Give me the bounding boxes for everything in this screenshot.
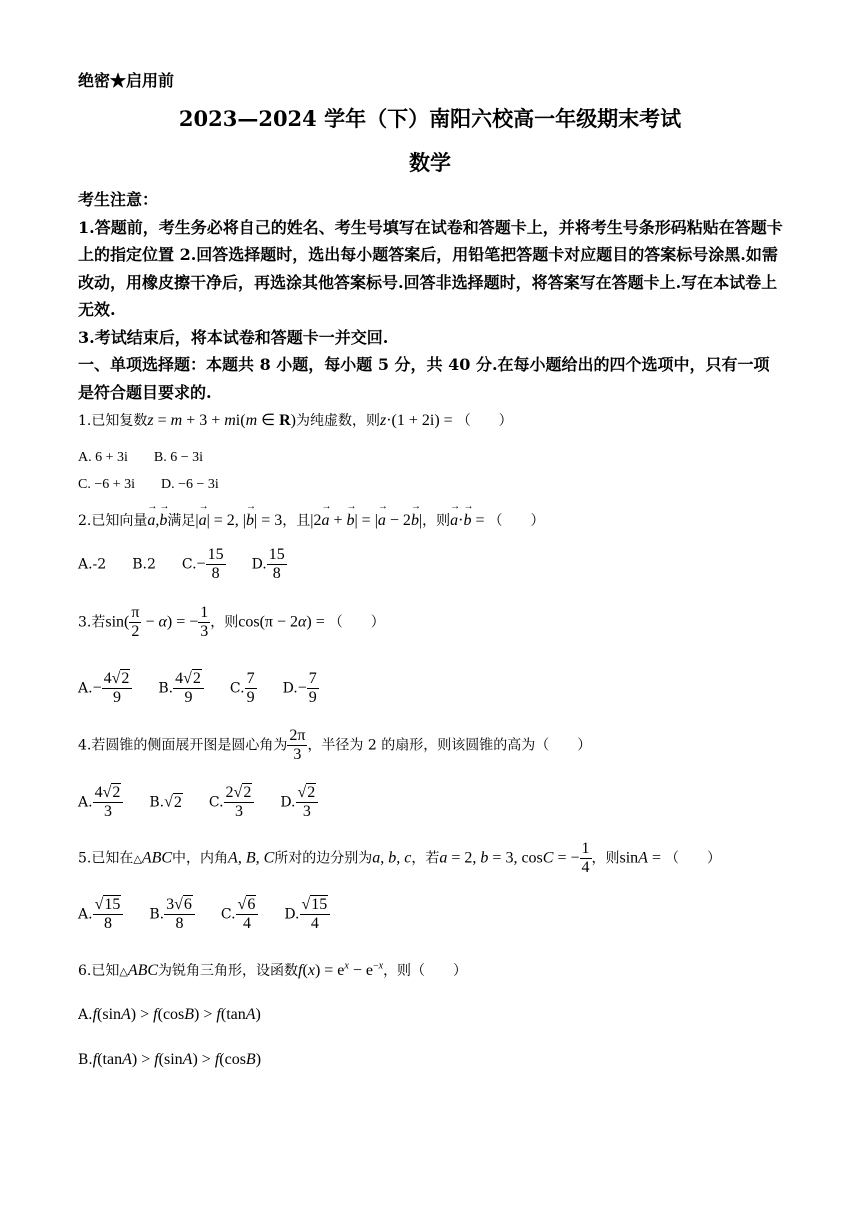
- notes-paragraph-2: 3.考试结束后，将本试卷和答题卡一并交回.: [78, 327, 389, 347]
- question-1: 1.已知复数z = m + 3 + mi(m ∈ R)为纯虚数，则z·(1 + 2i) = （ ）: [78, 412, 513, 429]
- question-4: 4.若圆锥的侧面展开图是圆心角为 $\frac{2\pi}{3}$ ，半径为 2 的扇形，则该圆锥的高为（ ）: [78, 727, 592, 763]
- option-d: D.: [282, 680, 298, 697]
- question-4-options: A. $\frac{4√2}{3}$ B.√2 C. $\frac{2√2}{3}$ D. $\frac{√2}{3}$: [78, 784, 318, 821]
- question-3-options: A.− $\frac{4√2}{9}$ B. $\frac{4√2}{9}$ C. $\frac{7}{9}$ D.− $\frac{7}{9}$: [78, 670, 317, 706]
- notes-paragraph-1: 1.答题前，考生务必将自己的姓名、考生号填写在试卷和答题卡上，并将考生号条形码粘贴在答题卡上的指定位置 2.回答选择题时，选出每小题答案后，用铅笔把答题卡对应题目的答案标号涂黑.如需改动，用橡皮擦干净后，再选涂其他答案标号.回答非选择题时，将答案写在答题卡上.写在本试卷上无效.: [78, 217, 783, 319]
- section-heading: 一、单项选择题：本题共 8 小题，每小题 5 分，共 40 分.在每小题给出的四个选项中，只有一项是符合题目要求的.: [78, 355, 770, 402]
- option-c: C.: [229, 680, 245, 697]
- option-c: C.: [181, 556, 197, 573]
- question-2: 2.已知向量→ a,→ b满足|→ a| = 2, |→ b| = 3，且|2→ a + → b| = |→ a − 2→ b|，则→ a·→ b = （ ）: [78, 510, 545, 530]
- question-6: 6.已知△ABC为锐角三角形，设函数$f(x) = e^x - e^{-x}$，则（ ）: [78, 960, 468, 979]
- option-a: A.: [78, 680, 93, 697]
- exam-notes: [78, 186, 784, 406]
- option-a: A.: [78, 906, 93, 923]
- question-2-options: A.-2 B.2 C.− $\frac{15}{8}$ D. $\frac{15}{8}$: [78, 546, 285, 582]
- notes-heading: 考生注意：: [78, 190, 159, 209]
- option-d: D.: [284, 906, 300, 923]
- option-d: D.: [280, 794, 296, 811]
- exam-title: 2023—2024 学年（下）南阳六校高一年级期末考试: [178, 106, 682, 131]
- question-6-option-a: A.f(sinA) > f(cosB) > f(tanA): [78, 1006, 261, 1023]
- option-a: A.: [78, 794, 93, 811]
- question-1-options-row-1: [78, 450, 203, 466]
- option-b: B.: [158, 680, 174, 697]
- question-5: 5.已知在△ABC中，内角A, B, C所对的边分别为a, b, c，若a = 2, b = 3, cosC = − $\frac{1}{4}$ ，则sinA = （ ）: [78, 840, 721, 876]
- question-3: 3.若sin( $\frac{\pi}{2}$ − α) = − $\frac{1}{3}$ ，则cos(π − 2α) = （ ）: [78, 604, 385, 640]
- question-6-option-b: B.f(tanA) > f(sinA) > f(cosB): [78, 1051, 262, 1068]
- option-c: C.: [208, 794, 224, 811]
- option-a: A. 6 + 3i: [78, 450, 128, 465]
- subject-title: 数学: [409, 150, 451, 175]
- option-d: D.: [251, 556, 267, 573]
- option-c: C.: [220, 906, 236, 923]
- option-d: D. −6 − 3i: [161, 477, 219, 492]
- option-b: B.: [149, 906, 165, 923]
- question-5-options: A. $\frac{√15}{8}$ B. $\frac{3√6}{8}$ C. $\frac{√6}{4}$ D. $\frac{√15}{4}$: [78, 896, 330, 933]
- option-c: C. −6 + 3i: [78, 477, 136, 492]
- option-b: B. 6 − 3i: [153, 450, 204, 465]
- option-b: B.2: [132, 556, 156, 573]
- confidential-label: 绝密★启用前: [78, 71, 175, 90]
- question-1-options-row-2: [78, 477, 219, 493]
- option-b: B.: [149, 794, 165, 811]
- option-a: A.-2: [78, 556, 107, 573]
